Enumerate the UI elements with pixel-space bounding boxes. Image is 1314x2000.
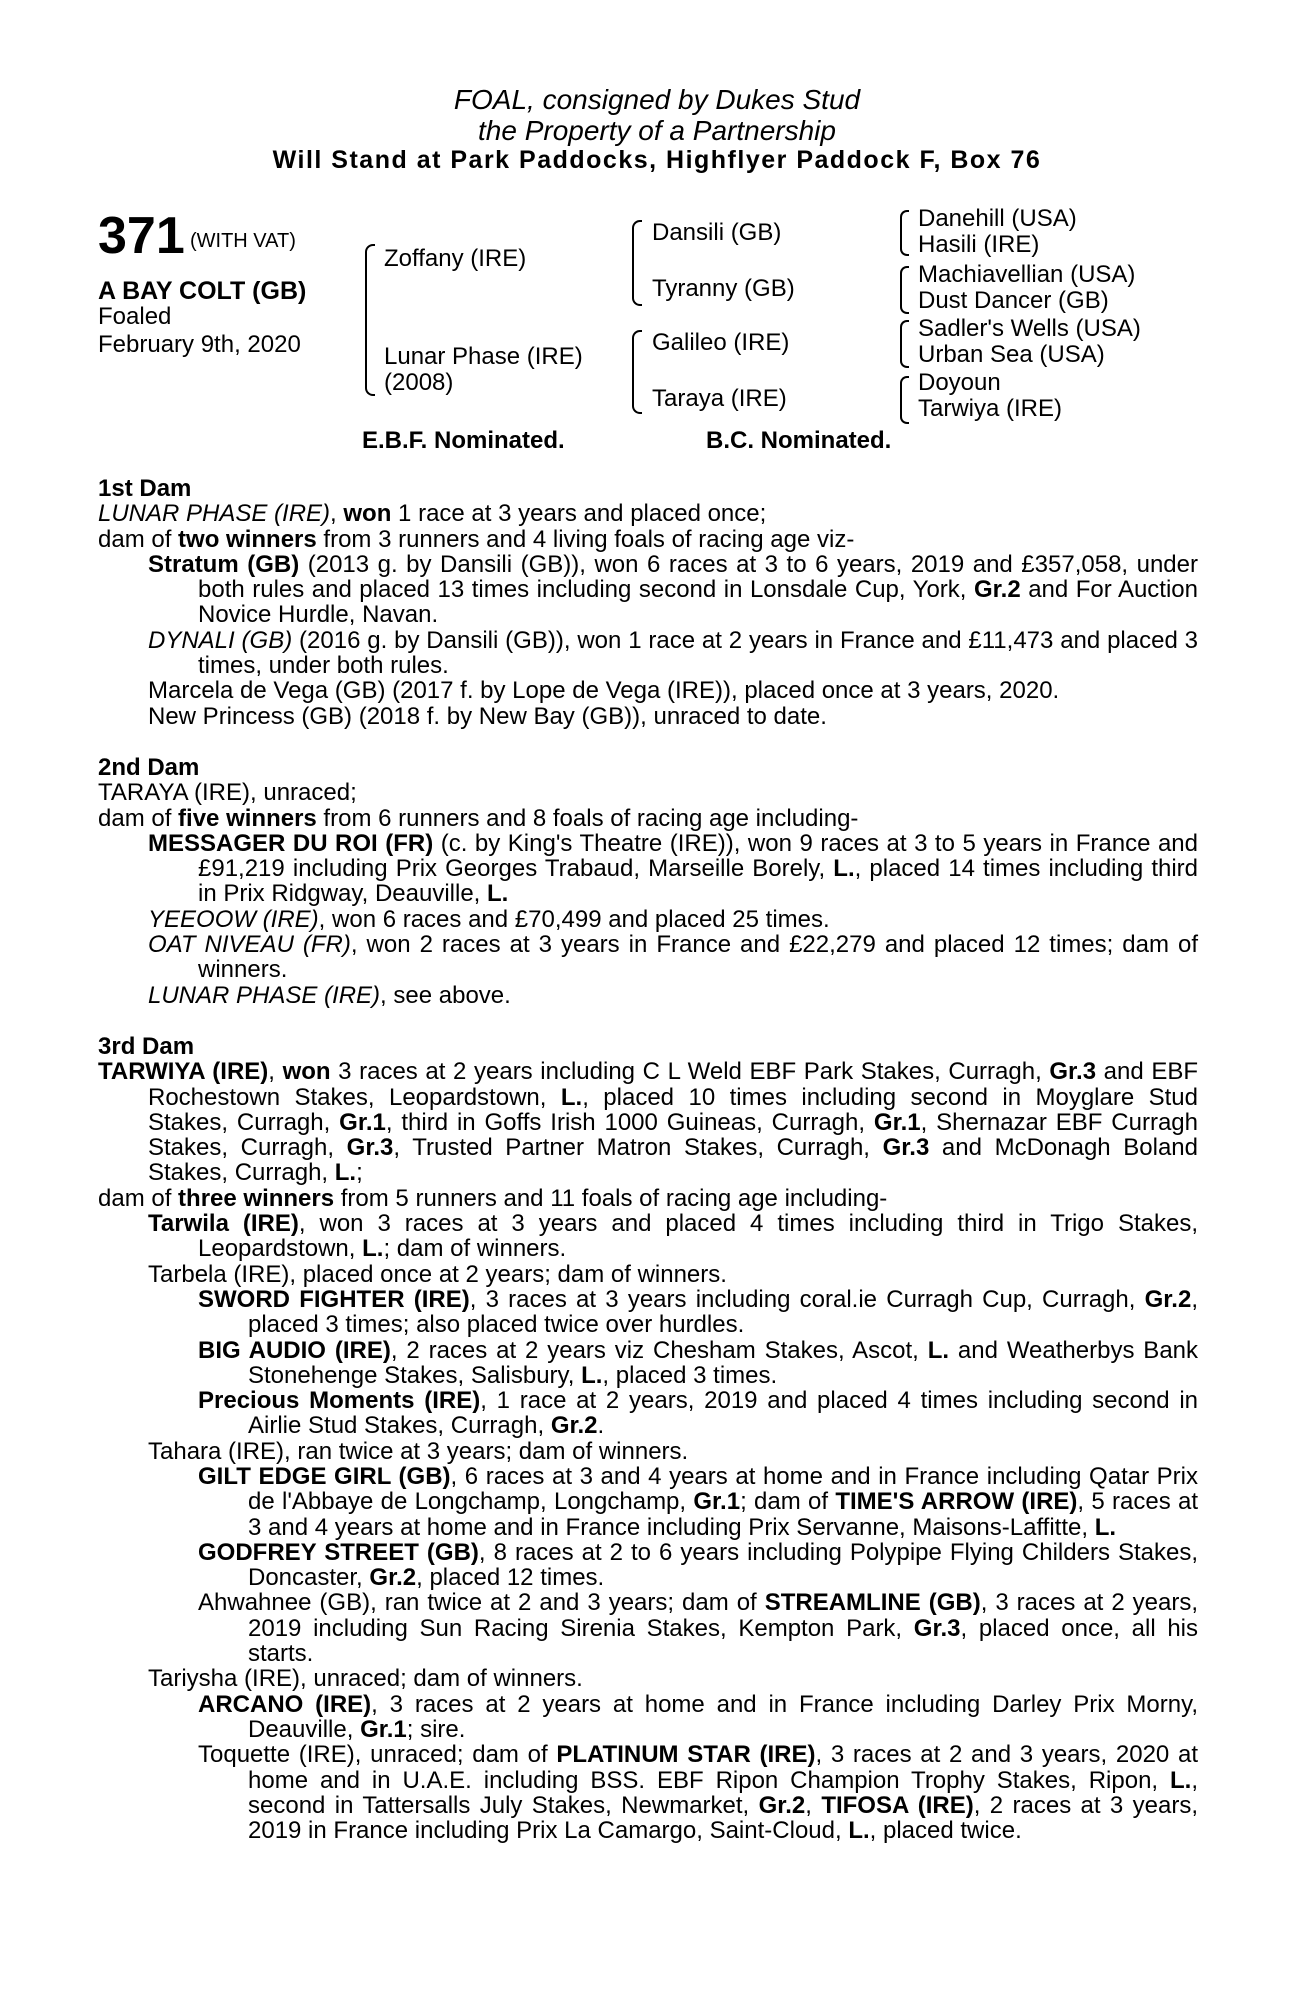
ebf-nominated: E.B.F. Nominated. [362, 427, 565, 454]
progeny-entry: Tahara (IRE), ran twice at 3 years; dam of winners. [148, 1437, 689, 1465]
header-line-3: Will Stand at Park Paddocks, Highflyer Paddock F, Box 76 [272, 146, 1042, 174]
foaled-date: February 9th, 2020 [98, 331, 301, 358]
dam-sire: Galileo (IRE) [652, 329, 790, 356]
progeny-entry: Stratum (GB) (2013 g. by Dansili (GB)), won 6 races at 3 to 6 years, 2019 and £357,058, under both rules and placed 13 times including second in Lonsdale Cup, York, Gr.2 and For Auction Novice Hurdle, Navan. [148, 550, 1198, 629]
grandsire-2: Hasili (IRE) [918, 231, 1040, 258]
grand-progeny-entry: Ahwahnee (GB), ran twice at 2 and 3 years; dam of STREAMLINE (GB), 3 races at 2 years, 2019 including Sun Racing Sirenia Stakes, Kempton Park, Gr.3, placed once, all his starts. [198, 1589, 1199, 1668]
grand-progeny-entry: BIG AUDIO (IRE), 2 races at 2 years viz Chesham Stakes, Ascot, L. and Weatherbys Bank Stonehenge Stakes, Salisbury, L., placed 3 times. [198, 1336, 1199, 1389]
dam-year: (2008) [384, 369, 454, 396]
grandsire-5: Sadler's Wells (USA) [918, 315, 1141, 342]
bc-nominated: B.C. Nominated. [706, 427, 892, 454]
dam2-line-2: dam of five winners from 6 runners and 8 foals of racing age including- [98, 804, 859, 832]
progeny-entry: YEEOOW (IRE), won 6 races and £70,499 and placed 25 times. [148, 905, 830, 933]
progeny-entry: LUNAR PHASE (IRE), see above. [148, 981, 511, 1009]
grand-progeny-entry: SWORD FIGHTER (IRE), 3 races at 3 years including coral.ie Curragh Cup, Curragh, Gr.2, placed 3 times; also placed twice over hurdles. [198, 1285, 1198, 1339]
dam: Lunar Phase (IRE) [384, 343, 583, 370]
header-line-2: the Property of a Partnership [478, 115, 836, 146]
grand-progeny-entry: GILT EDGE GIRL (GB), 6 races at 3 and 4 years at home and in France including Qatar Prix de l'Abbaye de Longchamp, Longchamp, Gr.1; dam of TIME'S ARROW (IRE), 5 races at 3 and 4 years at home and in France including Prix Servanne, Maisons-Laffitte, L. [198, 1462, 1199, 1541]
grandsire-7: Doyoun [918, 369, 1001, 396]
lot-number: 371 [98, 207, 185, 265]
grand-progeny-entry: Toquette (IRE), unraced; dam of PLATINUM STAR (IRE), 3 races at 2 and 3 years, 2020 at home and in U.A.E. including BSS. EBF Ripon Champion Trophy Stakes, Ripon, L., second in Tattersalls July Stakes, Newmarket, Gr.2, TIFOSA (IRE), 2 races at 3 years, 2019 in France including Prix La Camargo, Saint-Cloud, L., placed twice. [198, 1741, 1198, 1845]
dam2-line-1: TARAYA (IRE), unraced; [98, 779, 357, 807]
catalogue-body [98, 476, 1198, 1843]
header-line-1: FOAL, consigned by Dukes Stud [453, 84, 861, 115]
pedigree-brace-1 [365, 244, 375, 396]
grandsire-1: Danehill (USA) [918, 205, 1077, 232]
progeny-entry: Tarwila (IRE), won 3 races at 3 years and placed 4 times including third in Trigo Stakes, Leopardstown, L.; dam of winners. [148, 1210, 1199, 1263]
grandsire-4: Dust Dancer (GB) [918, 287, 1109, 314]
sire-dam: Tyranny (GB) [652, 275, 795, 302]
section-heading-1st-dam: 1st Dam [98, 475, 192, 502]
section-heading-3rd-dam: 3rd Dam [98, 1032, 195, 1060]
progeny-entry: OAT NIVEAU (FR), won 2 races at 3 years in France and £22,279 and placed 12 times; dam of winners. [148, 931, 1198, 984]
pedigree-brace-6 [900, 320, 909, 368]
grandsire-6: Urban Sea (USA) [918, 341, 1105, 368]
sire-sire: Dansili (GB) [652, 219, 782, 246]
lot-name: A BAY COLT (GB) [98, 277, 307, 305]
sire: Zoffany (IRE) [384, 245, 527, 272]
dam3-line-1: TARWIYA (IRE), won 3 races at 2 years including C L Weld EBF Park Stakes, Curragh, Gr.3 and EBF Rochestown Stakes, Leopardstown, L., placed 10 times including second in Moyglare Stud Stakes, Curragh, Gr.1, third in Goffs Irish 1000 Guineas, Curragh, Gr.1, Shernazar EBF Curragh Stakes, Curragh, Gr.3, Trusted Partner Matron Stakes, Curragh, Gr.3 and McDonagh Boland Stakes, Curragh, L.; [98, 1058, 1199, 1187]
progeny-entry: Tarbela (IRE), placed once at 2 years; dam of winners. [148, 1260, 727, 1288]
progeny-entry: Marcela de Vega (GB) (2017 f. by Lope de Vega (IRE)), placed once at 3 years, 2020. [148, 677, 1060, 705]
pedigree-brace-2 [632, 220, 642, 306]
foaled-label: Foaled [98, 303, 172, 330]
dam1-name: LUNAR PHASE (IRE) [98, 500, 331, 528]
pedigree-brace-3 [632, 330, 642, 414]
grand-progeny-entry: ARCANO (IRE), 3 races at 2 years at home and in France including Darley Prix Morny, Deauville, Gr.1; sire. [198, 1690, 1198, 1743]
grandsire-8: Tarwiya (IRE) [918, 395, 1063, 422]
progeny-entry: Tariysha (IRE), unraced; dam of winners. [148, 1665, 583, 1693]
pedigree-brace-5 [900, 266, 909, 314]
dam1-line-2: dam of two winners from 3 runners and 4 living foals of racing age viz- [98, 525, 855, 553]
grand-progeny-entry: GODFREY STREET (GB), 8 races at 2 to 6 years including Polypipe Flying Childers Stakes, Doncaster, Gr.2, placed 12 times. [198, 1538, 1198, 1592]
grandsire-3: Machiavellian (USA) [918, 261, 1136, 288]
progeny-entry: DYNALI (GB) (2016 g. by Dansili (GB)), won 1 race at 2 years in France and £11,473 and placed 3 times, under both rules. [148, 626, 1198, 680]
pedigree-brace-4 [900, 210, 909, 256]
progeny-entry: MESSAGER DU ROI (FR) (c. by King's Theatre (IRE)), won 9 races at 3 to 5 years in France and £91,219 including Prix Georges Trabaud, Marseille Borely, L., placed 14 times including third in Prix Ridgway, Deauville, L. [148, 829, 1199, 908]
vat-label: (WITH VAT) [190, 230, 296, 252]
dam-dam: Taraya (IRE) [652, 385, 787, 412]
progeny-entry: New Princess (GB) (2018 f. by New Bay (GB)), unraced to date. [148, 702, 827, 730]
dam1-line-1: LUNAR PHASE (IRE), won 1 race at 3 years and placed once; [98, 500, 767, 528]
section-heading-2nd-dam: 2nd Dam [98, 753, 200, 781]
dam3-line-2: dam of three winners from 5 runners and 11 foals of racing age including- [98, 1184, 888, 1212]
pedigree-brace-7 [900, 376, 909, 424]
grand-progeny-entry: Precious Moments (IRE), 1 race at 2 years, 2019 and placed 4 times including second in Airlie Stud Stakes, Curragh, Gr.2. [198, 1387, 1199, 1440]
